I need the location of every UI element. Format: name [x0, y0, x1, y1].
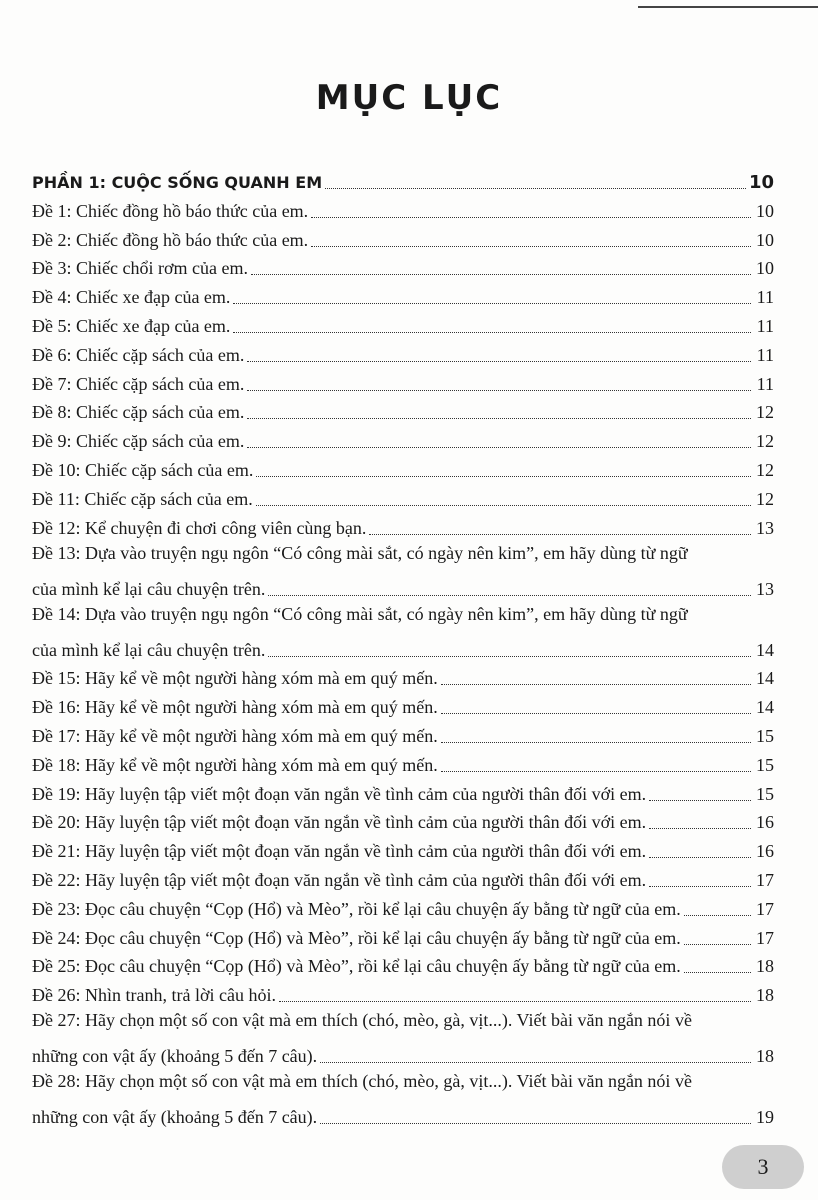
- dot-leader: [441, 742, 751, 743]
- toc-entry[interactable]: [32, 663, 774, 692]
- toc-entry[interactable]: [32, 483, 774, 512]
- toc-entry-page-number: 15: [756, 725, 774, 746]
- toc-entry-page-number: 14: [756, 668, 774, 689]
- toc-entry-page-number: 15: [756, 754, 774, 775]
- dot-leader: [311, 217, 751, 218]
- toc-entry-title-line: Đề 13: Dựa vào truyện ngụ ngôn “Có công mài sắt, có ngày nên kim”, em hãy dùng từ ngữ: [32, 542, 688, 563]
- dot-leader: [311, 246, 751, 247]
- toc-entry[interactable]: [32, 339, 774, 368]
- toc-entry-row: [32, 893, 774, 922]
- toc-entry[interactable]: [32, 691, 774, 720]
- toc-entry-page-number: 17: [756, 869, 774, 890]
- toc-entry[interactable]: [32, 922, 774, 951]
- toc-entry-title: Đề 15: Hãy kể về một người hàng xóm mà em quý mến.: [32, 668, 438, 689]
- toc-entry-row: [32, 281, 774, 310]
- dot-leader: [369, 534, 751, 535]
- toc-entry-row: [32, 512, 774, 541]
- toc-entry-title: của mình kể lại câu chuyện trên.: [32, 639, 266, 660]
- dot-leader: [251, 274, 751, 275]
- toc-entry-title: Đề 16: Hãy kể về một người hàng xóm mà em quý mến.: [32, 697, 438, 718]
- toc-entry-row: [32, 454, 774, 483]
- toc-entry-row: [32, 691, 774, 720]
- toc-entry-row: [32, 339, 774, 368]
- top-rule: [638, 6, 818, 8]
- toc-entry-page-number: 15: [756, 783, 774, 804]
- toc-entry-title: Đề 5: Chiếc xe đạp của em.: [32, 315, 231, 336]
- toc-entry-page-number: 13: [756, 578, 774, 599]
- page-number-badge: [722, 1145, 804, 1189]
- toc-entry-row: [32, 922, 774, 951]
- toc-entry[interactable]: [32, 397, 774, 426]
- toc-entry[interactable]: [32, 281, 774, 310]
- toc-entry[interactable]: [32, 778, 774, 807]
- toc-entry-row: [32, 1100, 774, 1130]
- toc-entry-title: Đề 1: Chiếc đồng hồ báo thức của em.: [32, 200, 309, 221]
- toc-entry-page-number: 11: [756, 344, 774, 365]
- toc-entry-page-number: 12: [756, 431, 774, 452]
- toc-entry-row: [32, 310, 774, 339]
- toc-entry-row: [32, 864, 774, 893]
- page-number: 3: [757, 1154, 769, 1179]
- dot-leader: [684, 972, 751, 973]
- page-title: MỤC LỤC: [315, 78, 503, 118]
- toc-entry-page-number: 13: [756, 517, 774, 538]
- toc-entry-row: [32, 633, 774, 663]
- toc-entry-title: Đề 18: Hãy kể về một người hàng xóm mà em quý mến.: [32, 754, 438, 775]
- toc-entry[interactable]: [32, 749, 774, 778]
- toc-entry-title: Đề 3: Chiếc chổi rơm của em.: [32, 258, 248, 279]
- toc-entry[interactable]: [32, 368, 774, 397]
- toc-entry-row: [32, 807, 774, 836]
- dot-leader: [649, 886, 751, 887]
- toc-entry-title: Đề 23: Đọc câu chuyện “Cọp (Hổ) và Mèo”, rồi kể lại câu chuyện ấy bằng từ ngữ của em.: [32, 898, 681, 919]
- toc-entry-row: [32, 195, 774, 224]
- toc-entry[interactable]: [32, 807, 774, 836]
- toc-entry[interactable]: [32, 541, 774, 602]
- toc-entry-title: của mình kể lại câu chuyện trên.: [32, 578, 266, 599]
- toc-entry-page-number: 12: [756, 488, 774, 509]
- dot-leader: [649, 828, 751, 829]
- toc-entry[interactable]: [32, 864, 774, 893]
- dot-leader: [320, 1123, 751, 1124]
- toc-entry-title: những con vật ấy (khoảng 5 đến 7 câu).: [32, 1046, 318, 1067]
- toc-entry-page-number: 18: [756, 1046, 774, 1067]
- dot-leader: [247, 390, 751, 391]
- toc-entry-title: Đề 19: Hãy luyện tập viết một đoạn văn ngắn về tình cảm của người thân đối với em.: [32, 783, 647, 804]
- dot-leader: [684, 944, 751, 945]
- dot-leader: [441, 713, 751, 714]
- dot-leader: [441, 771, 751, 772]
- dot-leader: [233, 303, 751, 304]
- dot-leader: [441, 684, 751, 685]
- toc-entry-page-number: 14: [756, 639, 774, 660]
- toc-entry-page-number: 10: [756, 258, 774, 279]
- toc-entry[interactable]: [32, 602, 774, 663]
- toc-entry-page-number: 11: [756, 373, 774, 394]
- toc-entry-row: [32, 979, 774, 1008]
- toc-entry-page-number: 14: [756, 697, 774, 718]
- dot-leader: [649, 800, 751, 801]
- toc-entry-title: Đề 11: Chiếc cặp sách của em.: [32, 488, 253, 509]
- toc-entry-page-number: 12: [756, 402, 774, 423]
- dot-leader: [684, 915, 751, 916]
- toc-section-heading[interactable]: [32, 160, 774, 195]
- dot-leader: [233, 332, 751, 333]
- toc-entry-row: [32, 572, 774, 602]
- toc-entry-title-line: Đề 14: Dựa vào truyện ngụ ngôn “Có công mài sắt, có ngày nên kim”, em hãy dùng từ ngữ: [32, 603, 688, 624]
- toc-entry-title: Đề 7: Chiếc cặp sách của em.: [32, 373, 245, 394]
- toc-entry-row: [32, 483, 774, 512]
- toc-entry-title: Đề 22: Hãy luyện tập viết một đoạn văn ngắn về tình cảm của người thân đối với em.: [32, 869, 647, 890]
- toc-entry-title: Đề 25: Đọc câu chuyện “Cọp (Hổ) và Mèo”, rồi kể lại câu chuyện ấy bằng từ ngữ của em.: [32, 956, 681, 977]
- toc-entry-title: Đề 2: Chiếc đồng hồ báo thức của em.: [32, 229, 309, 250]
- dot-leader: [247, 418, 751, 419]
- toc-entry-row: [32, 253, 774, 282]
- toc-entry-list: [32, 195, 774, 1130]
- toc-entry-title-line: Đề 27: Hãy chọn một số con vật mà em thích (chó, mèo, gà, vịt...). Viết bài văn ngắn nói về: [32, 1010, 692, 1031]
- toc-entry-page-number: 18: [756, 985, 774, 1006]
- table-of-contents: [32, 160, 774, 1130]
- toc-entry[interactable]: [32, 224, 774, 253]
- toc-entry-row: [32, 224, 774, 253]
- dot-leader: [256, 505, 751, 506]
- toc-entry-title: Đề 17: Hãy kể về một người hàng xóm mà em quý mến.: [32, 725, 438, 746]
- toc-entry-title: Đề 10: Chiếc cặp sách của em.: [32, 459, 254, 480]
- toc-entry[interactable]: [32, 195, 774, 224]
- dot-leader: [325, 188, 746, 189]
- toc-entry[interactable]: [32, 310, 774, 339]
- toc-entry-page-number: 10: [756, 229, 774, 250]
- section-label: PHẦN 1: CUỘC SỐNG QUANH EM: [32, 173, 323, 192]
- toc-entry[interactable]: [32, 454, 774, 483]
- toc-entry-row: [32, 663, 774, 692]
- toc-entry-title: Đề 9: Chiếc cặp sách của em.: [32, 431, 245, 452]
- toc-entry-title: Đề 8: Chiếc cặp sách của em.: [32, 402, 245, 423]
- toc-entry-page-number: 16: [756, 812, 774, 833]
- toc-entry-row: [32, 425, 774, 454]
- dot-leader: [649, 857, 751, 858]
- toc-entry-page-number: 16: [756, 841, 774, 862]
- toc-entry-page-number: 11: [756, 287, 774, 308]
- toc-entry[interactable]: [32, 835, 774, 864]
- dot-leader: [247, 361, 751, 362]
- dot-leader: [256, 476, 751, 477]
- toc-entry-page-number: 11: [756, 315, 774, 336]
- toc-entry[interactable]: [32, 425, 774, 454]
- toc-entry[interactable]: [32, 1008, 774, 1069]
- toc-entry-page-number: 17: [756, 927, 774, 948]
- toc-entry[interactable]: [32, 1069, 774, 1130]
- toc-entry-title: Đề 24: Đọc câu chuyện “Cọp (Hổ) và Mèo”, rồi kể lại câu chuyện ấy bằng từ ngữ của em.: [32, 927, 681, 948]
- dot-leader: [268, 595, 751, 596]
- toc-entry-row: [32, 749, 774, 778]
- toc-entry-title: Đề 6: Chiếc cặp sách của em.: [32, 344, 245, 365]
- toc-entry-page-number: 19: [756, 1107, 774, 1128]
- toc-entry[interactable]: [32, 951, 774, 980]
- toc-entry-title: Đề 12: Kể chuyện đi chơi công viên cùng bạn.: [32, 517, 367, 538]
- toc-entry-title: Đề 4: Chiếc xe đạp của em.: [32, 287, 231, 308]
- toc-entry-row: [32, 720, 774, 749]
- dot-leader: [268, 656, 751, 657]
- toc-entry-row: [32, 835, 774, 864]
- toc-entry-page-number: 17: [756, 898, 774, 919]
- toc-entry-page-number: 12: [756, 459, 774, 480]
- toc-entry-title: Đề 20: Hãy luyện tập viết một đoạn văn ngắn về tình cảm của người thân đối với em.: [32, 812, 647, 833]
- toc-entry-row: [32, 397, 774, 426]
- toc-entry-row: [32, 951, 774, 980]
- toc-entry-page-number: 10: [756, 200, 774, 221]
- toc-entry[interactable]: [32, 512, 774, 541]
- toc-entry-title: Đề 26: Nhìn tranh, trả lời câu hỏi.: [32, 985, 276, 1006]
- toc-entry-title: Đề 21: Hãy luyện tập viết một đoạn văn ngắn về tình cảm của người thân đối với em.: [32, 841, 647, 862]
- dot-leader: [320, 1062, 751, 1063]
- dot-leader: [279, 1001, 751, 1002]
- toc-entry[interactable]: [32, 253, 774, 282]
- toc-entry-title-line: Đề 28: Hãy chọn một số con vật mà em thích (chó, mèo, gà, vịt...). Viết bài văn ngắn nói về: [32, 1071, 692, 1092]
- toc-entry-title: những con vật ấy (khoảng 5 đến 7 câu).: [32, 1107, 318, 1128]
- toc-entry-page-number: 18: [756, 956, 774, 977]
- toc-entry-row: [32, 778, 774, 807]
- section-page-number: 10: [748, 172, 774, 193]
- toc-entry[interactable]: [32, 720, 774, 749]
- toc-entry-row: [32, 368, 774, 397]
- toc-entry-row: [32, 1039, 774, 1069]
- dot-leader: [247, 447, 751, 448]
- toc-entry[interactable]: [32, 979, 774, 1008]
- toc-entry[interactable]: [32, 893, 774, 922]
